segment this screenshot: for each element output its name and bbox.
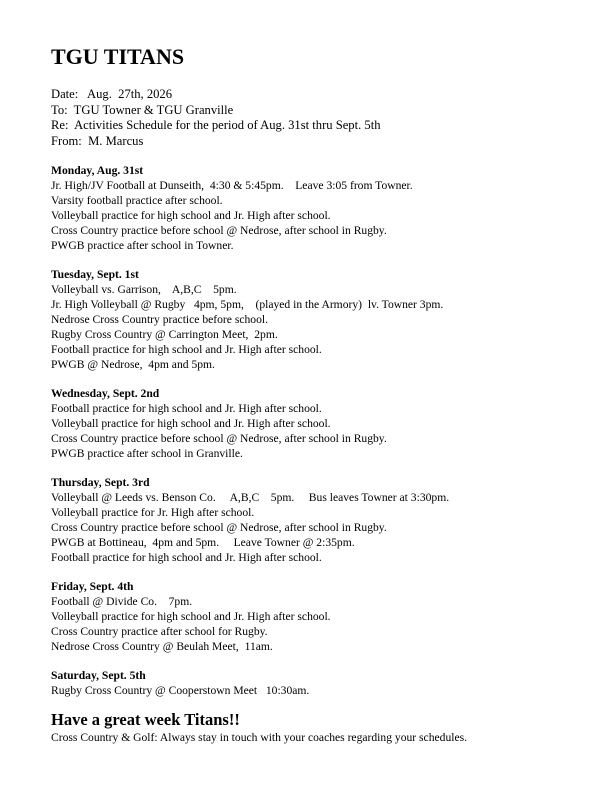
day-heading: Friday, Sept. 4th	[51, 580, 134, 593]
day-heading: Monday, Aug. 31st	[51, 164, 144, 177]
schedule-item: Rugby Cross Country @ Carrington Meet, 2pm.	[51, 328, 278, 341]
schedule-item: PWGB @ Nedrose, 4pm and 5pm.	[51, 358, 215, 371]
schedule-days	[51, 163, 591, 698]
day-heading: Thursday, Sept. 3rd	[51, 476, 150, 489]
schedule-item: Nedrose Cross Country practice before school.	[51, 313, 268, 326]
memo-date: Date: Aug. 27th, 2026	[51, 87, 173, 101]
schedule-item: PWGB practice after school in Granville.	[51, 447, 243, 460]
day-section	[51, 579, 591, 654]
day-heading: Saturday, Sept. 5th	[51, 669, 146, 682]
memo-re: Re: Activities Schedule for the period of Aug. 31st thru Sept. 5th	[51, 118, 381, 132]
day-section	[51, 668, 591, 698]
schedule-item: Volleyball vs. Garrison, A,B,C 5pm.	[51, 283, 237, 296]
schedule-item: Football practice for high school and Jr. High after school.	[51, 343, 322, 356]
schedule-item: Rugby Cross Country @ Cooperstown Meet 10:30am.	[51, 684, 310, 697]
day-heading: Wednesday, Sept. 2nd	[51, 387, 160, 400]
schedule-item: Nedrose Cross Country @ Beulah Meet, 11am.	[51, 640, 273, 653]
day-section	[51, 163, 591, 253]
schedule-item: Varsity football practice after school.	[51, 194, 223, 207]
closing-note: Cross Country & Golf: Always stay in touch with your coaches regarding your schedules.	[51, 731, 468, 744]
schedule-item: Cross Country practice before school @ Nedrose, after school in Rugby.	[51, 224, 387, 237]
schedule-item: Volleyball practice for high school and Jr. High after school.	[51, 209, 331, 222]
day-heading: Tuesday, Sept. 1st	[51, 268, 139, 281]
schedule-item: Cross Country practice before school @ Nedrose, after school in Rugby.	[51, 432, 387, 445]
schedule-item: Jr. High Volleyball @ Rugby 4pm, 5pm, (played in the Armory) lv. Towner 3pm.	[51, 298, 444, 311]
day-section	[51, 267, 591, 372]
memo-to: To: TGU Towner & TGU Granville	[51, 102, 234, 117]
schedule-item: Cross Country practice before school @ Nedrose, after school in Rugby.	[51, 521, 387, 534]
page-title: TGU TITANS	[51, 44, 185, 69]
schedule-item: Volleyball practice for Jr. High after school.	[51, 506, 255, 519]
closing-headline: Have a great week Titans!!	[51, 710, 240, 729]
day-section	[51, 475, 591, 565]
schedule-item: PWGB practice after school in Towner.	[51, 239, 234, 252]
schedule-item: PWGB at Bottineau, 4pm and 5pm. Leave Towner @ 2:35pm.	[51, 536, 355, 549]
memo-from: From: M. Marcus	[51, 133, 144, 148]
schedule-item: Cross Country practice after school for Rugby.	[51, 625, 268, 638]
memo-header	[51, 87, 591, 149]
schedule-item: Football @ Divide Co. 7pm.	[51, 595, 193, 608]
day-section	[51, 386, 591, 461]
schedule-item: Jr. High/JV Football at Dunseith, 4:30 & 5:45pm. Leave 3:05 from Towner.	[51, 179, 413, 192]
schedule-item: Volleyball practice for high school and Jr. High after school.	[51, 610, 331, 623]
schedule-item: Football practice for high school and Jr. High after school.	[51, 551, 322, 564]
schedule-item: Volleyball practice for high school and Jr. High after school.	[51, 417, 331, 430]
schedule-item: Volleyball @ Leeds vs. Benson Co. A,B,C 5pm. Bus leaves Towner at 3:30pm.	[51, 491, 450, 504]
memo-page	[51, 44, 591, 745]
schedule-item: Football practice for high school and Jr. High after school.	[51, 402, 322, 415]
